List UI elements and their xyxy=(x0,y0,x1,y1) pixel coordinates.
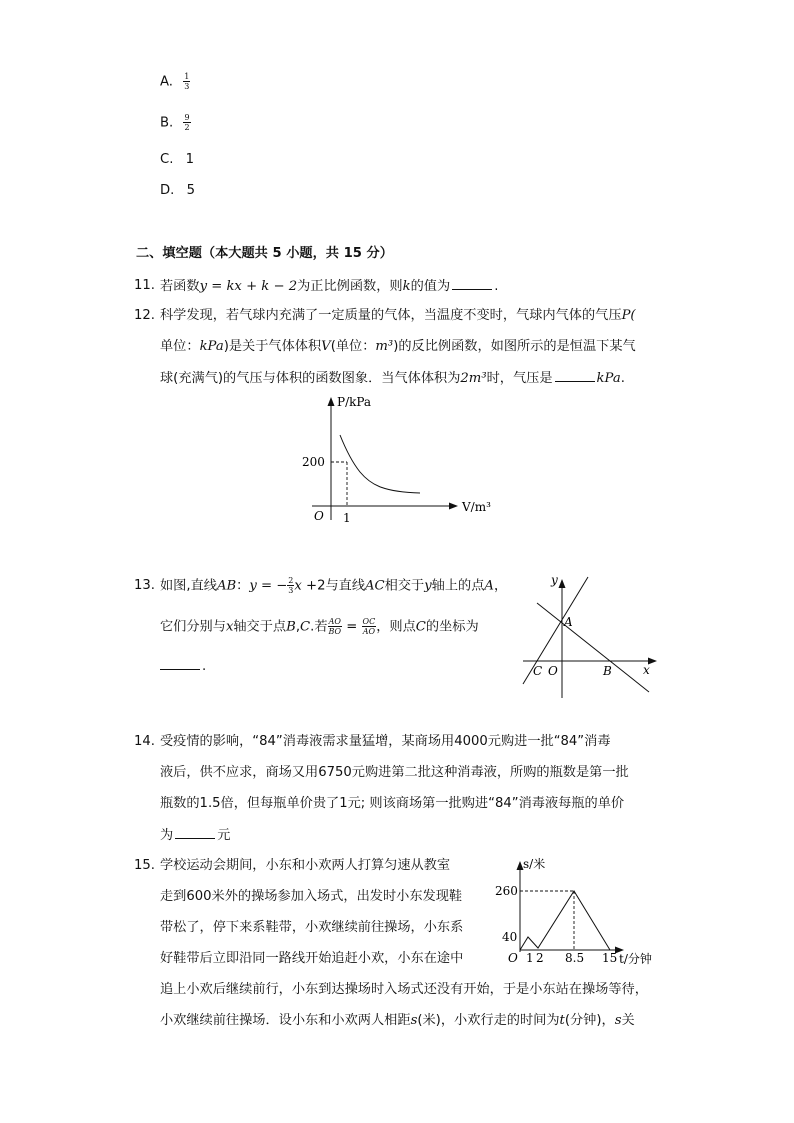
x-tick-15: 15 xyxy=(602,951,618,965)
point-c-label: C xyxy=(533,664,543,678)
q12-line3: 球(充满气)的气压与体积的函数图象．当气体体积为2m³时，气压是 kPa. xyxy=(160,368,625,389)
y-value-260: 260 xyxy=(495,884,518,898)
q15-line1: 学校运动会期间，小东和小欢两人打算匀速从教室 xyxy=(160,858,451,873)
q15-line6: 小欢继续前往操场．设小东和小欢两人相距s(米)，小欢行走的时间为t(分钟)，s关 xyxy=(160,1013,635,1028)
option-letter: A. xyxy=(160,74,173,90)
x-axis-label: x xyxy=(643,663,650,677)
q13-graph xyxy=(515,570,665,705)
q13-line3: . xyxy=(160,656,206,677)
fraction: $\frac{9}{2}$ xyxy=(184,113,190,132)
x-tick-1: 1 xyxy=(526,951,534,965)
q12-graph xyxy=(300,390,510,530)
point-b-label: B xyxy=(603,664,612,678)
q15-number: 15. xyxy=(134,858,155,873)
origin-label: O xyxy=(314,509,324,523)
q12-line2: 单位：kPa)是关于气体体积V(单位：m³)的反比例函数，如图所示的是恒温下某气 xyxy=(160,339,636,354)
y-value-40: 40 xyxy=(502,930,518,944)
y-axis-label: y xyxy=(551,573,558,587)
option-letter: C. xyxy=(160,152,174,167)
option-a xyxy=(160,72,190,93)
x-value-label: 1 xyxy=(343,511,351,525)
option-value: 5 xyxy=(186,183,195,198)
origin-label: O xyxy=(508,951,518,965)
q14-line3: 瓶数的1.5倍，但每瓶单价贵了1元; 则该商场第一批购进“84”消毒液每瓶的单价 xyxy=(160,796,625,811)
y-arrow xyxy=(559,579,566,588)
origin-label: O xyxy=(548,664,558,678)
option-letter: D. xyxy=(160,183,175,198)
q15-graph xyxy=(495,852,670,970)
q14-line1: 受疫情的影响，“84”消毒液需求量猛增，某商场用4000元购进一批“84”消毒 xyxy=(160,734,611,749)
q11-text: 若函数y = kx + k − 2为正比例函数，则k的值为 . xyxy=(160,276,498,297)
q15-line4: 好鞋带后立即沿同一路线开始追赶小欢，小东在途中 xyxy=(160,951,464,966)
q15-line5: 追上小欢后继续前行，小东到达操场时入场式还没有开始，于是小东站在操场等待， xyxy=(160,982,648,997)
y-value-label: 200 xyxy=(302,455,325,469)
fraction: $\frac{1}{3}$ xyxy=(184,72,190,91)
y-arrow xyxy=(328,397,335,406)
option-c xyxy=(160,150,194,170)
point-a-label: A xyxy=(564,615,573,629)
q12-line1: 科学发现，若气球内充满了一定质量的气体，当温度不变时，气球内气体的气压P( xyxy=(160,308,636,323)
y-axis-label: P/kPa xyxy=(337,395,372,409)
q15-line3: 带松了，停下来系鞋带，小欢继续前往操场，小东系 xyxy=(160,920,464,935)
answer-blank[interactable] xyxy=(175,825,215,839)
x-arrow xyxy=(449,503,458,510)
fraction: $\frac{OC}{AO}$ xyxy=(362,617,376,636)
option-value: 1 xyxy=(185,152,194,167)
q13-line2: 它们分别与x轴交于点B,C.若 $\frac{AO}{BO}$ = $\frac{OC}{AO}$ ，则点C的坐标为 xyxy=(160,617,479,636)
fraction: $\frac{AO}{BO}$ xyxy=(328,617,342,636)
q13-number: 13. xyxy=(134,578,155,593)
q11-number: 11. xyxy=(134,278,155,293)
section-title: 二、填空题（本大题共 5 小题，共 15 分） xyxy=(136,246,393,261)
x-tick-8-5: 8.5 xyxy=(565,951,585,965)
q15-line2: 走到600米外的操场参加入场式，出发时小东发现鞋 xyxy=(160,889,463,904)
q13-line1: 如图,直线AB：y = − $\frac{2}{3}$ x +2与直线AC相交于y轴上的点A， xyxy=(160,576,508,595)
answer-blank[interactable] xyxy=(555,368,595,382)
x-axis-label: V/m³ xyxy=(462,500,491,514)
x-axis-label: t/分钟 xyxy=(619,952,652,966)
distance-polyline xyxy=(520,891,610,950)
q14-line4: 为 元 xyxy=(160,825,230,846)
answer-blank[interactable] xyxy=(452,276,492,290)
y-axis-label: s/米 xyxy=(523,857,546,871)
hyperbola-curve xyxy=(340,435,420,493)
line-ab xyxy=(537,603,649,692)
fraction: $\frac{2}{3}$ xyxy=(288,576,294,595)
option-letter: B. xyxy=(160,115,174,131)
q14-number: 14. xyxy=(134,734,155,749)
q14-line2: 液后，供不应求，商场又用6750元购进第二批这种消毒液，所购的瓶数是第一批 xyxy=(160,765,629,780)
x-tick-2: 2 xyxy=(536,951,544,965)
option-d xyxy=(160,181,195,201)
answer-blank[interactable] xyxy=(160,656,200,670)
option-b xyxy=(160,113,191,134)
q12-number: 12. xyxy=(134,308,155,323)
